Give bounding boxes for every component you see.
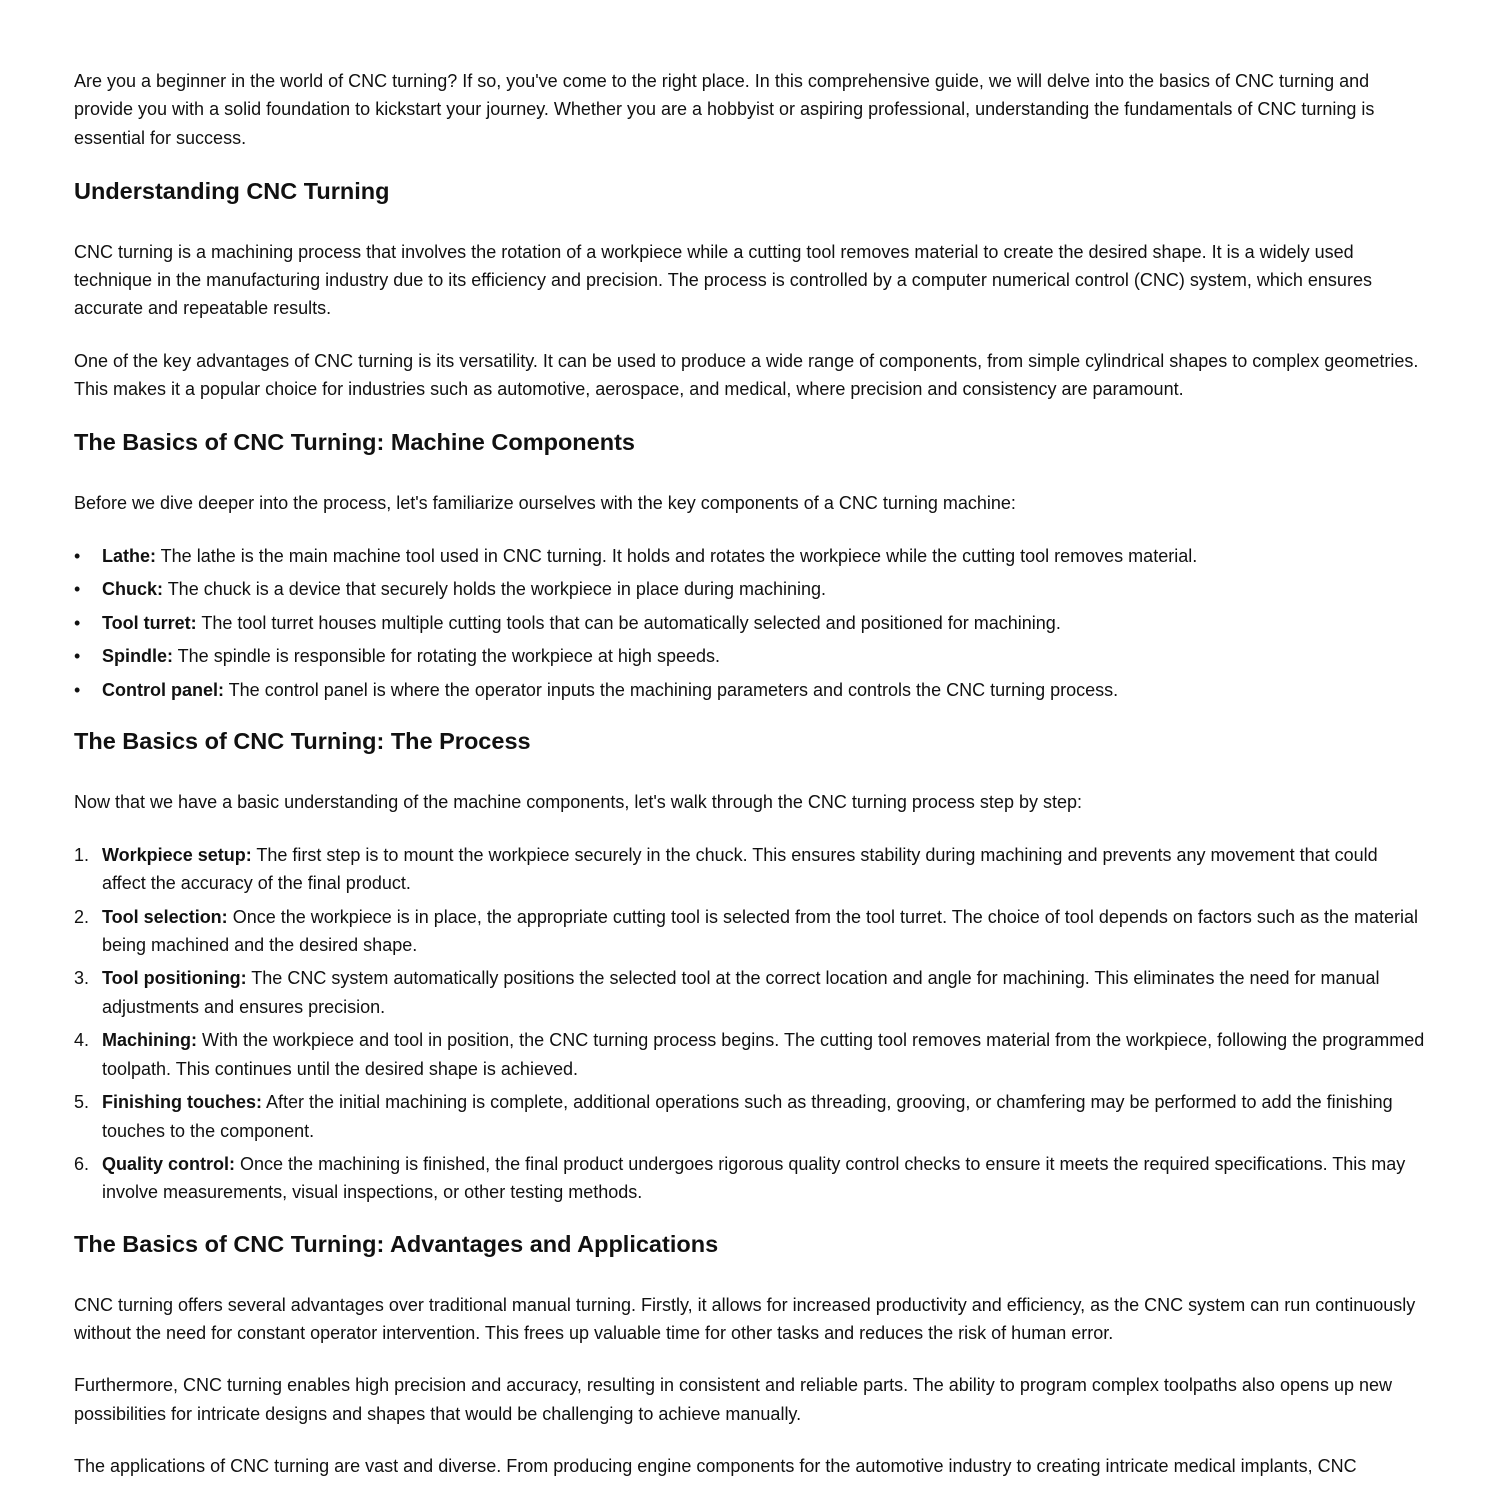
description: Once the workpiece is in place, the appropriate cutting tool is selected from the tool turret. The choice of tool depends on factors such as the material being machined and the desired shape. <box>102 906 1419 955</box>
bullet-marker: • <box>74 612 81 633</box>
description: The CNC system automatically positions the selected tool at the correct location and angle for machining. This eliminates the need for manual adjustments and ensures precision. <box>102 968 1380 1017</box>
description: The spindle is responsible for rotating the workpiece at high speeds. <box>173 646 720 667</box>
term: Control panel: <box>102 680 224 701</box>
step-number: 4. <box>74 1030 90 1051</box>
term: Lathe: <box>102 545 156 566</box>
paragraph: CNC turning offers several advantages over traditional manual turning. Firstly, it allows for increased productivity and efficiency, as the CNC system can run continuously without the need for constant operator intervention. This frees up valuable time for other tasks and reduces the risk of human error. <box>74 1294 1416 1343</box>
list-item <box>74 964 1426 1021</box>
term: Spindle: <box>102 646 173 667</box>
description: With the workpiece and tool in position, the CNC turning process begins. The cutting tool removes material from the workpiece, following the programmed toolpath. This continues until the desired shape is achieved. <box>102 1030 1425 1079</box>
description: Once the machining is finished, the final product undergoes rigorous quality control checks to ensure it meets the required specifications. This may involve measurements, visual inspections, or other testing methods. <box>102 1154 1406 1203</box>
step-number: 6. <box>74 1154 90 1175</box>
heading-machine-components: The Basics of CNC Turning: Machine Components <box>74 429 635 456</box>
step-number: 5. <box>74 1092 90 1113</box>
list-item <box>74 1150 1426 1207</box>
list-item <box>74 542 1426 570</box>
article <box>74 67 1426 1504</box>
heading-understanding: Understanding CNC Turning <box>74 177 390 204</box>
description: The first step is to mount the workpiece securely in the chuck. This ensures stability during machining and prevents any movement that could affect the accuracy of the final product. <box>102 844 1378 893</box>
term: Tool positioning: <box>102 968 247 989</box>
list-item <box>74 575 1426 603</box>
description: The chuck is a device that securely holds the workpiece in place during machining. <box>163 579 827 600</box>
description: The lathe is the main machine tool used in CNC turning. It holds and rotates the workpiece while the cutting tool removes material. <box>156 545 1198 566</box>
paragraph: Before we dive deeper into the process, let's familiarize ourselves with the key components of a CNC turning machine: <box>74 493 1016 514</box>
step-number: 1. <box>74 844 90 865</box>
list-item <box>74 642 1426 670</box>
term: Quality control: <box>102 1154 236 1175</box>
paragraph: Furthermore, CNC turning enables high precision and accuracy, resulting in consistent and reliable parts. The ability to program complex toolpaths also opens up new possibilities for intricate designs and shapes that would be challenging to achieve manually. <box>74 1375 1393 1424</box>
heading-advantages: The Basics of CNC Turning: Advantages and Applications <box>74 1230 719 1257</box>
bullet-marker: • <box>74 579 81 600</box>
components-list <box>74 542 1426 705</box>
list-item <box>74 903 1426 960</box>
description: After the initial machining is complete, additional operations such as threading, grooving, or chamfering may be performed to add the finishing touches to the component. <box>102 1092 1393 1141</box>
bullet-marker: • <box>74 545 81 566</box>
list-item <box>74 841 1426 898</box>
term: Finishing touches: <box>102 1092 262 1113</box>
term: Workpiece setup: <box>102 844 252 865</box>
paragraph: CNC turning is a machining process that involves the rotation of a workpiece while a cutting tool removes material to create the desired shape. It is a widely used technique in the manufacturing industry due to its efficiency and precision. The process is controlled by a computer numerical control (CNC) system, which ensures accurate and repeatable results. <box>74 241 1372 319</box>
step-number: 2. <box>74 906 90 927</box>
process-steps-list <box>74 841 1426 1207</box>
list-item <box>74 1088 1426 1145</box>
heading-process: The Basics of CNC Turning: The Process <box>74 728 531 755</box>
list-item <box>74 676 1426 704</box>
term: Tool selection: <box>102 906 228 927</box>
term: Machining: <box>102 1030 197 1051</box>
paragraph: One of the key advantages of CNC turning is its versatility. It can be used to produce a wide range of components, from simple cylindrical shapes to complex geometries. This makes it a popular choice for industries such as automotive, aerospace, and medical, where precision and consistency are paramount. <box>74 350 1419 400</box>
step-number: 3. <box>74 968 90 989</box>
intro-paragraph: Are you a beginner in the world of CNC turning? If so, you've come to the right place. In this comprehensive guide, we will delve into the basics of CNC turning and provide you with a solid foundation to kickstart your journey. Whether you are a hobbyist or aspiring professional, understanding the fundamentals of CNC turning is essential for success. <box>74 71 1375 148</box>
bullet-marker: • <box>74 646 81 667</box>
description: The control panel is where the operator inputs the machining parameters and controls the CNC turning process. <box>224 680 1119 701</box>
list-item <box>74 1026 1426 1083</box>
term: Chuck: <box>102 579 164 600</box>
paragraph: Now that we have a basic understanding of the machine components, let's walk through the CNC turning process step by step: <box>74 792 1082 813</box>
term: Tool turret: <box>102 612 197 633</box>
list-item <box>74 609 1426 637</box>
bullet-marker: • <box>74 680 81 701</box>
paragraph: The applications of CNC turning are vast and diverse. From producing engine components for the automotive industry to creating intricate medical implants, CNC <box>74 1455 1357 1476</box>
description: The tool turret houses multiple cutting tools that can be automatically selected and positioned for machining. <box>196 612 1061 633</box>
